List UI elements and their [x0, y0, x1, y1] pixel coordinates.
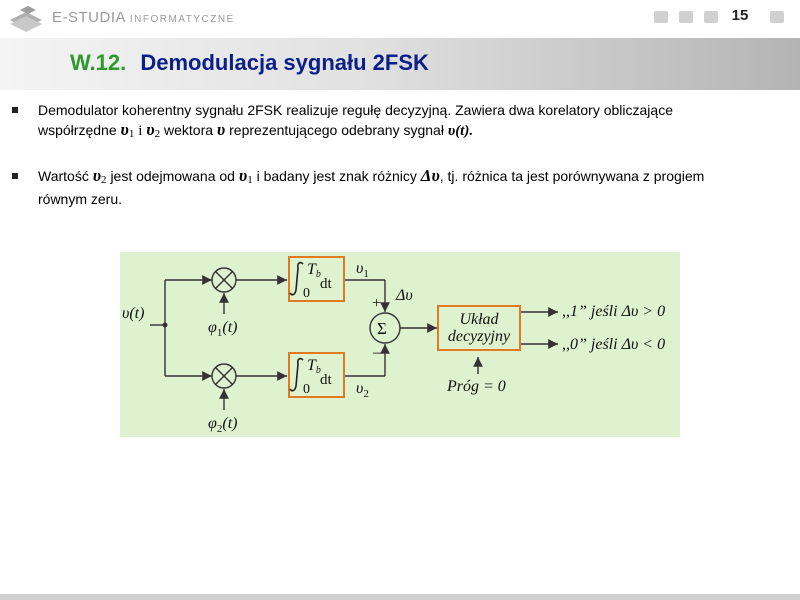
nav-last-button[interactable]: [770, 11, 784, 23]
bullet-2-line-1: [38, 166, 793, 190]
minus-sign: –: [373, 344, 381, 361]
v2-label: $\upsilon_2$: [356, 380, 369, 400]
bullet-1-line-2: [38, 120, 793, 144]
junction-dot: [163, 323, 168, 328]
bullet-2-part-b: jest odejmowana od: [110, 168, 235, 184]
symbol-v2: υ2: [146, 120, 161, 140]
logo-main-text: E-STUDIA: [52, 9, 126, 26]
delta-v-label: Δυ: [396, 287, 413, 304]
threshold-label: Próg = 0: [447, 378, 506, 395]
symbol-v: υ: [216, 120, 226, 139]
integrator-1-dt: dt: [320, 276, 332, 292]
input-signal-label: υ(t): [122, 305, 145, 322]
slide-title: [70, 50, 429, 76]
page-number: 15: [731, 7, 749, 24]
integral-1-icon: [290, 263, 303, 295]
integrator-2-upper-limit: Tb: [307, 357, 321, 376]
sigma-symbol: Σ: [377, 319, 387, 338]
bullet-marker-1: [12, 107, 18, 113]
integrator-2-lower-limit: 0: [303, 382, 310, 397]
slide-title-number: W.12.: [70, 50, 127, 75]
nav-first-button[interactable]: [654, 11, 668, 23]
conjunction-i: i: [138, 123, 143, 139]
output-0-label: ,,0” jeśli Δυ < 0: [562, 336, 666, 353]
v1-label: $\upsilon_1$: [356, 260, 369, 280]
phi2-label: $\varphi_2(t)$: [208, 415, 238, 435]
bullet-2-text: [38, 166, 793, 209]
bullet-marker-2: [12, 173, 18, 179]
slide-title-text: Demodulacja sygnału 2FSK: [140, 50, 429, 75]
symbol-delta-v: Δυ: [420, 166, 440, 185]
phi1-label: $\varphi_1(t)$: [208, 319, 238, 339]
integrator-1-upper-limit: Tb: [307, 261, 321, 280]
decision-unit-line-2: decyzyjny: [447, 328, 511, 345]
bullet-2-part-d: , tj. różnica ta jest porównywana z progiem: [439, 168, 705, 184]
integral-2-icon: [290, 359, 303, 391]
integrator-2-dt: dt: [320, 372, 332, 388]
bottom-bar: [0, 594, 800, 600]
bullet-1-part-b: wektora: [164, 122, 214, 138]
demodulator-diagram: [120, 252, 680, 437]
logo-sub-text: INFORMATYCZNE: [129, 14, 235, 25]
symbol-v1: υ1: [120, 120, 135, 140]
decision-unit-line-1: Układ: [459, 311, 499, 328]
bullet-1-part-c: reprezentującego odebrany sygnał: [229, 122, 444, 138]
top-bar: [0, 0, 800, 38]
plus-sign: +: [372, 295, 382, 312]
bullet-1-line-1: Demodulator koherentny sygnału 2FSK realizuje regułę decyzyjną. Zawiera dwa korelatory obliczające: [38, 102, 673, 118]
bullet-1-part-a: współrzędne: [38, 122, 117, 138]
nav-prev-button[interactable]: [679, 11, 693, 23]
integrator-1-lower-limit: 0: [303, 286, 310, 301]
logo-text: [52, 9, 235, 26]
output-1-label: ,,1” jeśli Δυ > 0: [562, 303, 666, 320]
bullet-1-text: [38, 101, 793, 144]
nav-next-button[interactable]: [704, 11, 718, 23]
symbol-v2-b: υ2: [92, 166, 107, 186]
symbol-vt: υ(t).: [447, 123, 474, 139]
bullet-2-part-a: Wartość: [38, 168, 89, 184]
bullet-2-line-2: równym zeru.: [38, 191, 123, 207]
bullet-2-part-c: i badany jest znak różnicy: [256, 168, 417, 184]
symbol-v1-b: υ1: [238, 166, 253, 186]
